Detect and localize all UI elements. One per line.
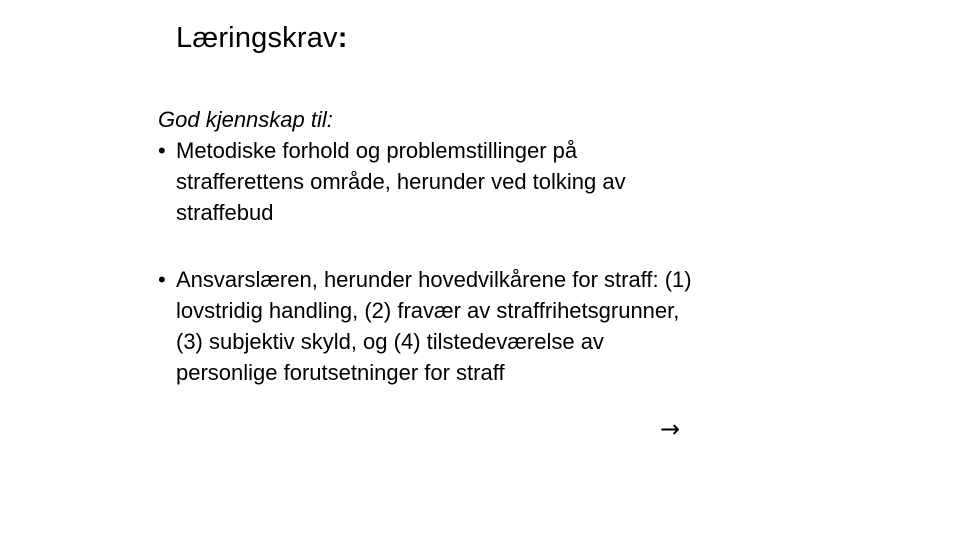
bullet-line: Metodiske forhold og problemstillinger på [176, 138, 578, 163]
bullet-line: strafferettens område, herunder ved tolking av [176, 169, 626, 194]
bullet-line: straffebud [176, 200, 274, 225]
bullet-line: Ansvarslæren, herunder hovedvilkårene for straff: (1) [176, 267, 692, 292]
bullet-line: personlige forutsetninger for straff [176, 360, 505, 385]
bullet-item [158, 135, 838, 228]
bullet-dot: • [158, 138, 166, 163]
slide-title-text: Læringskrav [176, 22, 338, 54]
slide-title [176, 18, 348, 58]
bullet-line: (3) subjektiv skyld, og (4) tilstedeværelse av [176, 329, 604, 354]
slide-body [158, 104, 838, 388]
slide-title-colon: : [337, 22, 348, 54]
bullet-item [158, 264, 838, 388]
bullet-line: lovstridig handling, (2) fravær av straffrihetsgrunner, [176, 298, 680, 323]
intro-text: God kjennskap til: [158, 107, 333, 132]
arrow-right-icon: → [660, 415, 681, 443]
bullet-dot: • [158, 267, 166, 292]
